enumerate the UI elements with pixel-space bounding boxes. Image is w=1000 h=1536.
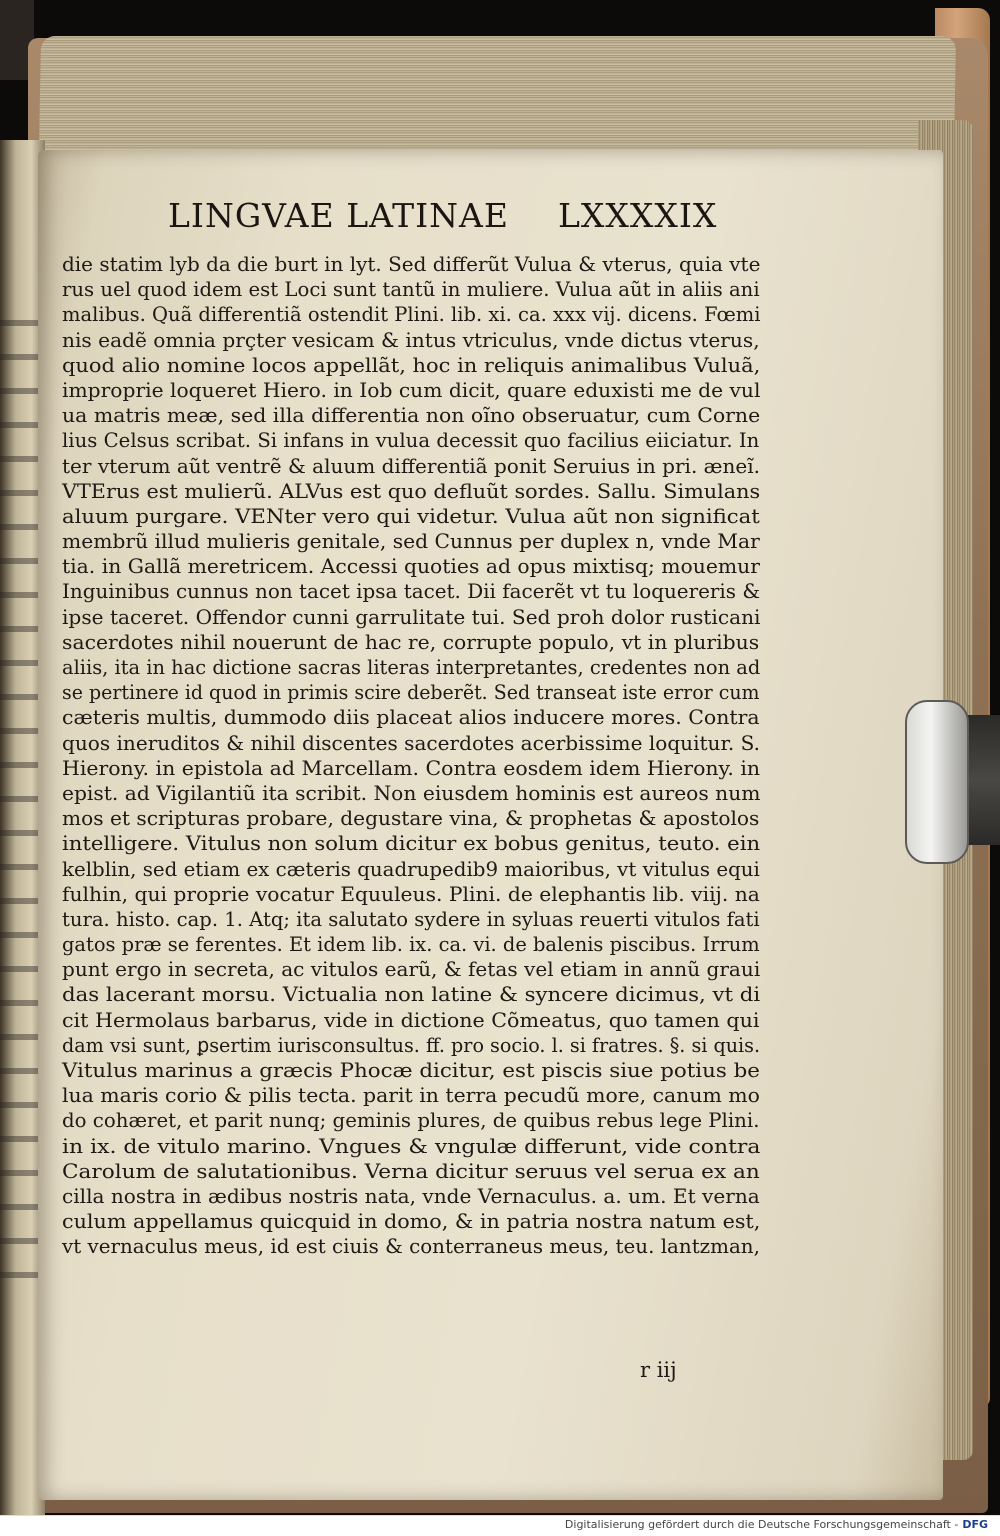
- page-body-text: [62, 252, 762, 1260]
- text-line: membrũ illud mulieris genitale, sed Cunnus per duplex n, vnde Mar: [62, 529, 760, 554]
- text-line: Hierony. in epistola ad Marcellam. Contra eosdem idem Hierony. in: [62, 755, 761, 780]
- text-line: mos et scripturas probare, degustare vina, & prophetas & apostolos: [62, 806, 760, 831]
- text-line: sacerdotes nihil nouerunt de hac re, corrupte populo, vt in pluribus: [62, 629, 760, 654]
- text-line: intelligere. Vitulus non solum dicitur ex bobus genitus, teuto. ein: [62, 831, 761, 856]
- text-line: do cohæret, et parit nunq; geminis plures, de quibus rebus lege Plini.: [62, 1108, 760, 1133]
- text-line: ua matris meæ, sed illa differentia non oĩno obseruatur, cum Corne: [62, 403, 761, 428]
- text-line: aliis, ita in hac dictione sacras literas interpretantes, credentes non ad: [62, 655, 761, 679]
- text-line: die statim lyb da die burt in lyt. Sed differũt Vulua & vterus, quia vte: [62, 252, 761, 276]
- signature-mark: r iij: [640, 1358, 677, 1382]
- text-line: se pertinere id quod in primis scire deberẽt. Sed transeat iste error cum: [62, 680, 760, 705]
- text-line: tia. in Gallã meretricem. Accessi quoties ad opus mixtisq; mouemur: [62, 554, 760, 579]
- footer-credit-text: Digitalisierung gefördert durch die Deutsche Forschungsgemeinschaft -: [564, 1518, 959, 1531]
- dfg-logo: DFG: [962, 1518, 988, 1531]
- text-line: cæteris multis, dummodo diis placeat alios inducere mores. Contra: [62, 705, 760, 730]
- text-line: Inguinibus cunnus non tacet ipsa tacet. Dii facerẽt vt tu loquereris &: [62, 579, 761, 604]
- text-line: ter vterum aũt ventrẽ & aluum differentiã ponit Seruius in pri. æneĩ.: [62, 453, 761, 478]
- running-head-title: LINGVAE LATINAE: [168, 196, 509, 235]
- footer-credit: [565, 1518, 988, 1531]
- text-line: epist. ad Vigilantiũ ita scribit. Non eiusdem hominis est aureos num: [62, 780, 761, 805]
- text-line: quos ineruditos & nihil discentes sacerdotes acerbissime loquitur. S.: [62, 730, 761, 755]
- folio-number: LXXXXIX: [558, 196, 718, 235]
- text-line: tura. histo. cap. 1. Atq; ita salutato sydere in syluas reuerti vitulos fati: [62, 906, 760, 931]
- text-line: das lacerant morsu. Victualia non latine & syncere dicimus, vt di: [62, 982, 761, 1007]
- text-line: rus uel quod idem est Loci sunt tantũ in muliere. Vulua aũt in aliis ani: [62, 277, 760, 302]
- text-line: fulhin, qui proprie vocatur Equuleus. Plini. de elephantis lib. viij. na: [62, 881, 760, 906]
- text-line: quod alio nomine locos appellãt, hoc in reliquis animalibus Vuluã,: [62, 352, 761, 377]
- text-line: kelblin, sed etiam ex cæteris quadrupedib9 maioribus, vt vitulus equi: [62, 856, 760, 881]
- text-line: nis eadẽ omnia prçter vesicam & intus vtriculus, vnde dictus vterus,: [62, 327, 760, 352]
- text-line: malibus. Quã differentiã ostendit Plini. lib. xi. ca. xxx vij. dicens. Fœmi: [62, 302, 761, 327]
- text-line: Carolum de salutationibus. Verna dicitur seruus vel serua ex an: [62, 1158, 760, 1183]
- text-line: cit Hermolaus barbarus, vide in dictione Cõmeatus, quo tamen qui: [62, 1007, 760, 1032]
- text-line: ipse taceret. Offendor cunni garrulitate tui. Sed proh dolor rusticani: [62, 604, 761, 629]
- footer-bar: [0, 1515, 1000, 1536]
- text-line: dam vsi sunt, ꝑsertim iurisconsultus. ff. pro socio. l. si fratres. §. si quis.: [62, 1032, 761, 1057]
- text-line: aluum purgare. VENter vero qui videtur. Vulua aũt non significat: [62, 503, 760, 528]
- text-line: gatos præ se ferentes. Et idem lib. ix. ca. vi. de balenis piscibus. Irrum: [62, 932, 760, 957]
- text-line: VTErus est mulierũ. ALVus est quo defluũt sordes. Sallu. Simulans: [62, 478, 761, 503]
- text-line: lius Celsus scribat. Si infans in vulua decessit quo facilius eiiciatur. In: [62, 428, 760, 453]
- page-stack-top-edge: [39, 36, 956, 151]
- text-line: Vitulus marinus a græcis Phocæ dicitur, est piscis siue potius be: [62, 1058, 760, 1082]
- text-line: in ix. de vitulo marino. Vngues & vngulæ differunt, vide contra: [62, 1133, 761, 1158]
- text-line: punt ergo in secreta, ac vitulos earũ, & fetas vel etiam in annũ graui: [62, 957, 761, 982]
- text-line: improprie loqueret Hiero. in Iob cum dicit, quare eduxisti me de vul: [62, 377, 761, 402]
- text-line: cilla nostra in ædibus nostris nata, vnde Vernaculus. a. um. Et verna: [62, 1183, 760, 1208]
- metal-clasp-icon: [905, 700, 969, 864]
- left-page-text-fragments: [0, 300, 40, 1300]
- text-line: lua maris corio & pilis tecta. parit in terra pecudũ more, canum mo: [62, 1083, 760, 1108]
- text-line: vt vernaculus meus, id est ciuis & conterraneus meus, teu. lantzman,: [62, 1234, 760, 1259]
- text-line: culum appellamus quicquid in domo, & in patria nostra natum est,: [62, 1209, 761, 1234]
